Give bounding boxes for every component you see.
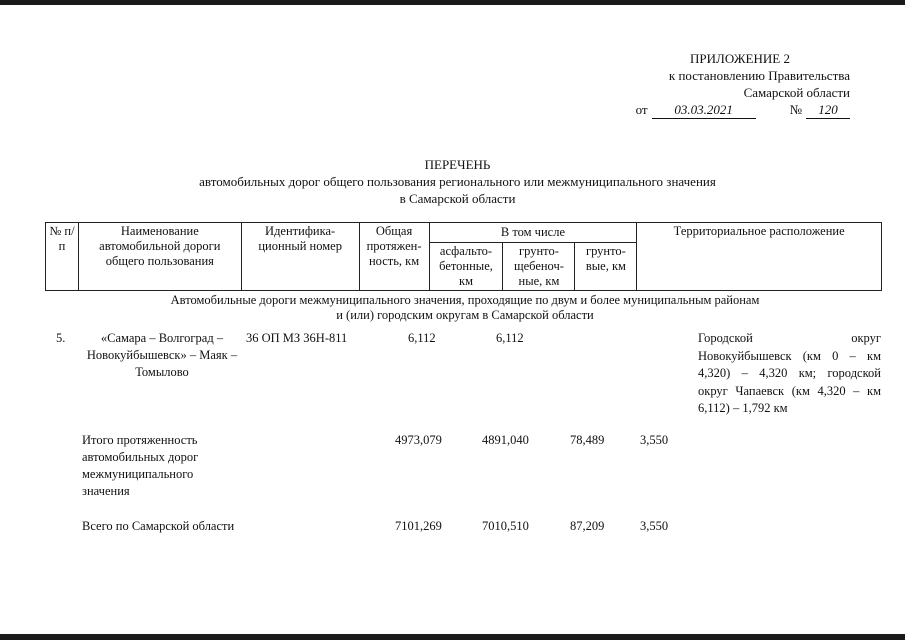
col-gravel: грунто-щебеноч-ные, км bbox=[503, 243, 575, 291]
handwritten-number: 120 bbox=[806, 101, 850, 119]
summary-label: Итого протяженность автомобильных дорог межмуниципального значения bbox=[82, 433, 199, 498]
col-asphalt: асфальто-бетонные, км bbox=[429, 243, 503, 291]
col-total: Общая протяжен-ность, км bbox=[359, 223, 429, 291]
row-total: 6,112 bbox=[408, 331, 436, 345]
scan-bottom-edge bbox=[0, 634, 905, 640]
appendix-line-1: к постановлению Правительства bbox=[668, 68, 850, 83]
summary-gravel: 78,489 bbox=[570, 433, 605, 447]
section-title: Автомобильные дороги межмуниципального значения, проходящие по двум и более муниципальным районам и (или) городским округам в Самарской области bbox=[170, 293, 760, 322]
row-id: 36 ОП МЗ 36Н-811 bbox=[246, 331, 348, 345]
summary-total: 4973,079 bbox=[395, 433, 442, 447]
number-label: № bbox=[789, 102, 802, 117]
row-num: 5. bbox=[56, 331, 66, 345]
heading-line-1: автомобильных дорог общего пользования регионального или межмуниципального значения bbox=[199, 174, 716, 189]
appendix-block bbox=[600, 50, 850, 119]
from-label: от bbox=[635, 102, 648, 117]
total-label: Всего по Самарской области bbox=[82, 519, 235, 533]
scan-top-edge bbox=[0, 0, 905, 5]
handwritten-date: 03.03.2021 bbox=[652, 101, 756, 119]
summary-dirt: 3,550 bbox=[640, 433, 669, 447]
col-dirt: грунто-вые, км bbox=[575, 243, 637, 291]
summary-asphalt: 4891,040 bbox=[482, 433, 529, 447]
appendix-title: ПРИЛОЖЕНИЕ 2 bbox=[690, 51, 790, 66]
total-total: 7101,269 bbox=[395, 519, 442, 533]
total-asphalt: 7010,510 bbox=[482, 519, 529, 533]
row-asphalt: 6,112 bbox=[496, 331, 524, 345]
total-gravel: 87,209 bbox=[570, 519, 605, 533]
col-including: В том числе bbox=[429, 223, 637, 243]
col-territory: Территориальное расположение bbox=[637, 223, 882, 291]
col-num: № п/п bbox=[46, 223, 79, 291]
col-id: Идентифика-ционный номер bbox=[241, 223, 359, 291]
document-heading bbox=[100, 156, 815, 207]
roads-table-header bbox=[45, 222, 882, 291]
col-name: Наименование автомобильной дороги общего пользования bbox=[78, 223, 241, 291]
row-territory: Городской округ Новокуйбышевск (км 0 – км 4,320) – 4,320 км; городской округ Чапаевск (км 4,320 – км 6,112) – 1,792 км bbox=[698, 331, 881, 415]
appendix-line-2: Самарской области bbox=[743, 85, 850, 100]
appendix-date-line bbox=[600, 101, 850, 119]
heading-line-2: в Самарской области bbox=[399, 191, 516, 206]
heading-title: ПЕРЕЧЕНЬ bbox=[424, 157, 491, 172]
row-name: «Самара – Волгоград – Новокуйбышевск» – Маяк – Томылово bbox=[86, 331, 238, 379]
total-dirt: 3,550 bbox=[640, 519, 669, 533]
